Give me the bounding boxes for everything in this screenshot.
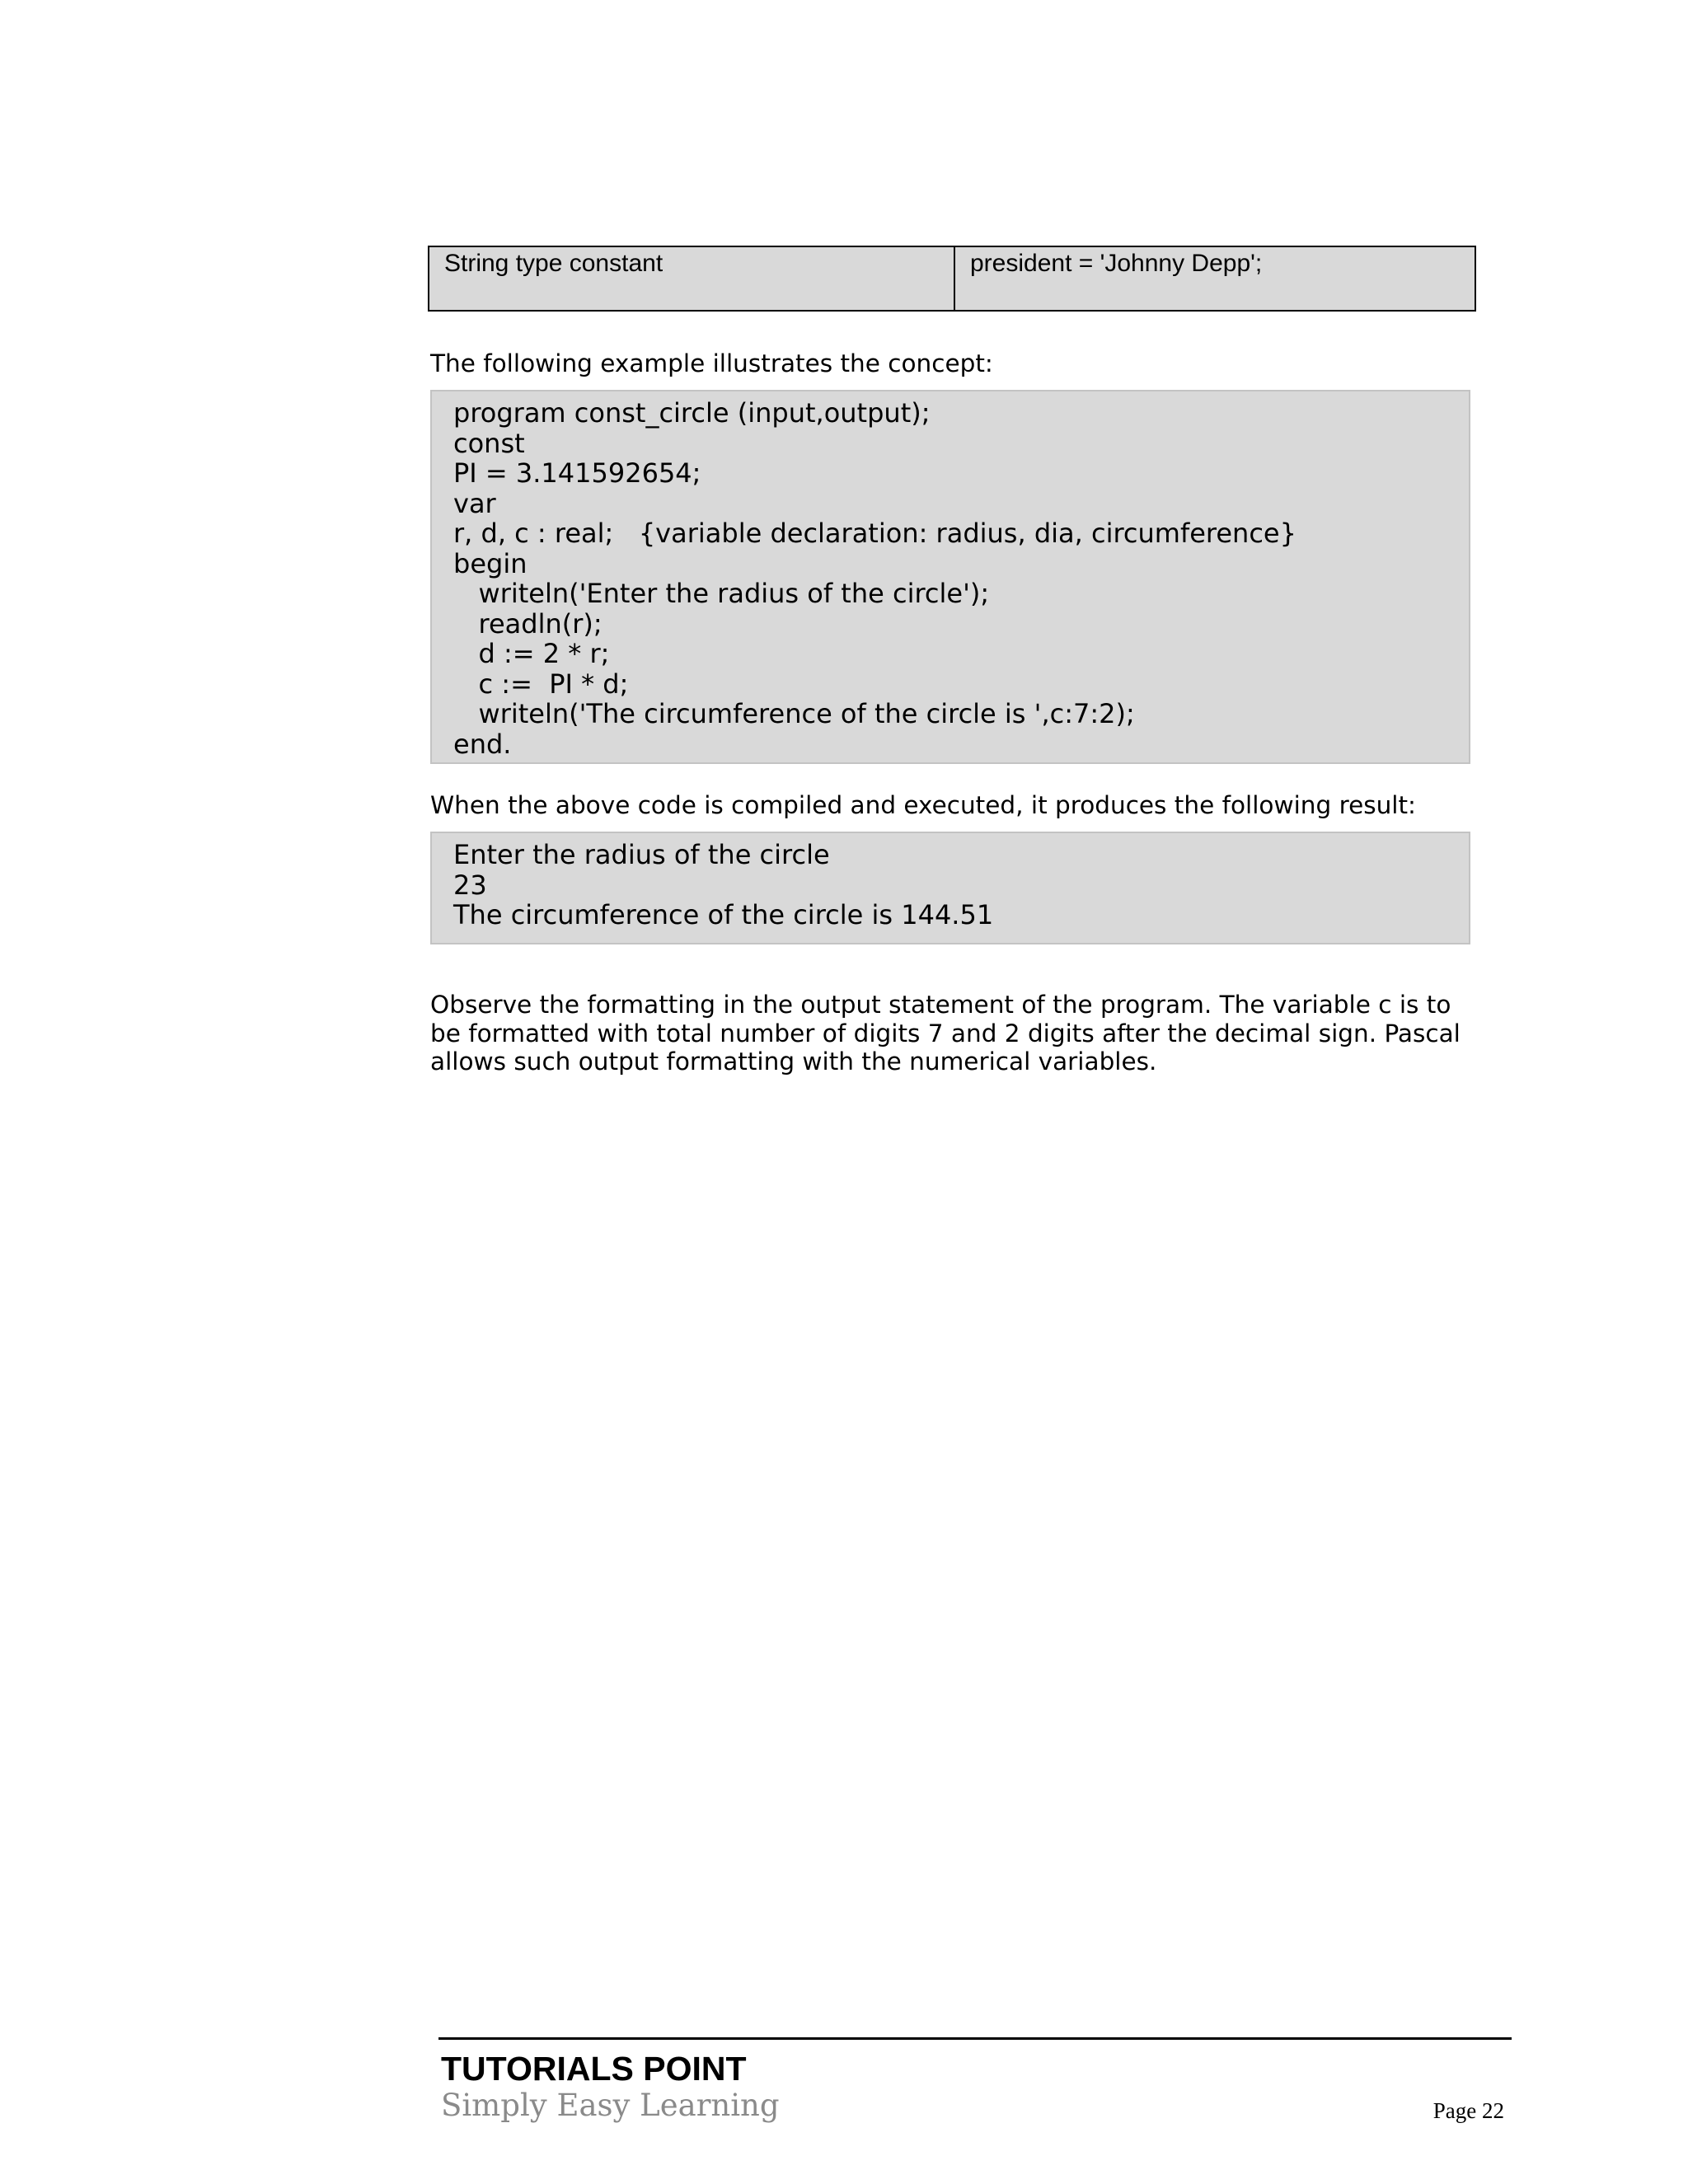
code-line: r, d, c : real; {variable declaration: radius, dia, circumference} — [453, 518, 1296, 549]
output-line: Enter the radius of the circle — [453, 839, 830, 870]
code-block — [430, 390, 1470, 764]
code-line: PI = 3.141592654; — [453, 457, 701, 489]
footer-brand: TUTORIALS POINT — [441, 2050, 747, 2088]
constants-table — [428, 246, 1476, 312]
code-line: d := 2 * r; — [453, 638, 610, 669]
code-line: writeln('Enter the radius of the circle'); — [453, 578, 990, 609]
table-cell-example: president = 'Johnny Depp'; — [970, 250, 1263, 277]
output-line: 23 — [453, 869, 487, 901]
explanation-paragraph: Observe the formatting in the output statement of the program. The variable c is to be formatted with total number of digits 7 and 2 digits after the decimal sign. Pascal allows such output formatting with the numerical variables. — [430, 991, 1461, 1076]
code-line: readln(r); — [453, 607, 603, 640]
code-line: end. — [453, 728, 512, 760]
code-line: begin — [453, 547, 528, 579]
code-line: const — [453, 427, 525, 459]
code-line: c := PI * d; — [453, 668, 629, 700]
footer-divider — [438, 2037, 1512, 2040]
table-cell-type: String type constant — [429, 247, 955, 310]
intro-paragraph: The following example illustrates the concept: — [430, 349, 993, 377]
code-line: writeln('The circumference of the circle is ',c:7:2); — [453, 698, 1135, 729]
output-line: The circumference of the circle is 144.51 — [453, 899, 994, 930]
footer-tagline: Simply Easy Learning — [441, 2088, 780, 2123]
result-intro-paragraph: When the above code is compiled and executed, it produces the following result: — [430, 791, 1416, 819]
page-number: Page 22 — [1432, 2098, 1504, 2123]
code-line: var — [453, 487, 496, 519]
code-line: program const_circle (input,output); — [453, 397, 931, 429]
output-block — [430, 832, 1470, 944]
